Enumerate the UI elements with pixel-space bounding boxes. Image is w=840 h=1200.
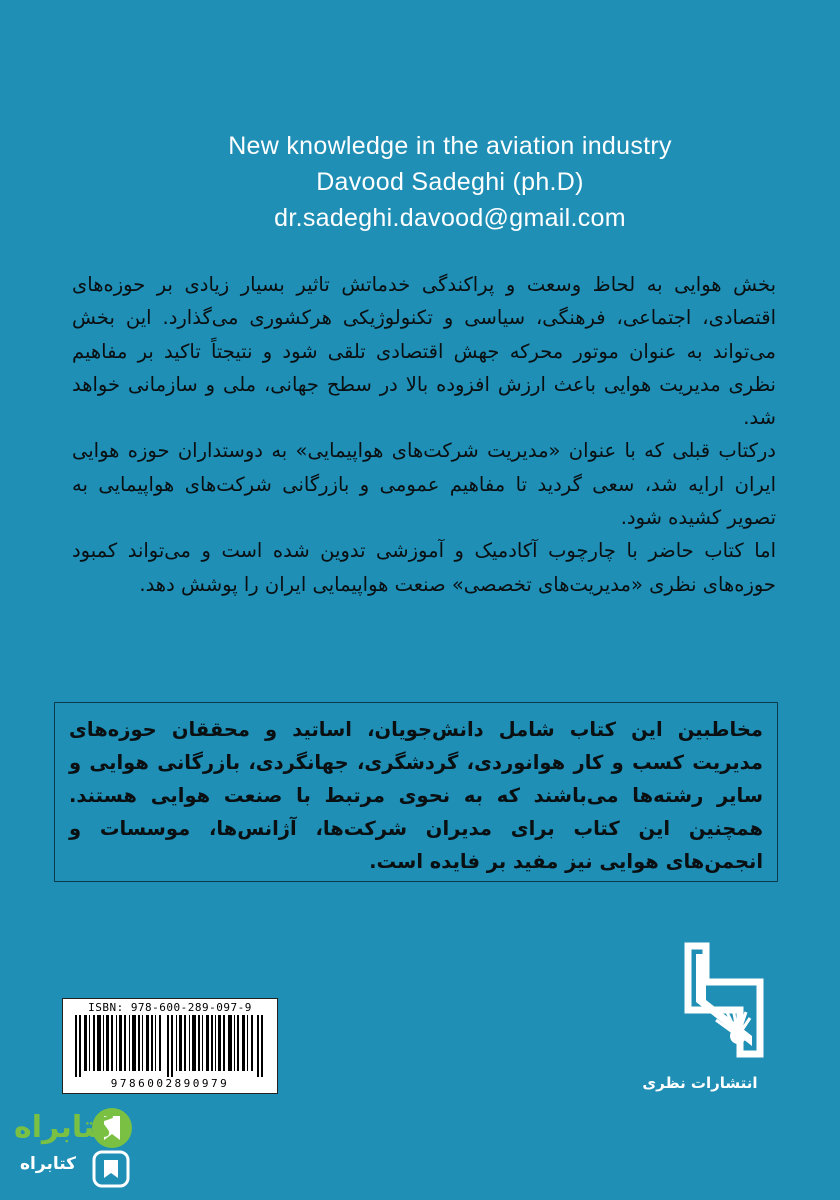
publisher-logo-icon (656, 940, 766, 1060)
english-header (150, 128, 750, 236)
isbn-label: ISBN: 978-600-289-097-9 (88, 1001, 252, 1014)
description-paragraph-2: درکتاب قبلی که با عنوان «مدیریت شرکت‌های هواپیمایی» به دوستداران حوزه هوایی ایران ارایه شد، سعی گردید تا مفاهیم عمومی و بازرگانی شرکت‌های هواپیمایی به تصویر کشیده شود. (72, 439, 776, 530)
author-email: dr.sadeghi.davood@gmail.com (274, 204, 626, 232)
watermark-text-large: کتابراه (14, 1110, 113, 1145)
english-author: Davood Sadeghi (ph.D) (316, 168, 584, 196)
barcode-digits: 9786002890979 (110, 1077, 230, 1090)
kitabrah-small-logo-icon (92, 1150, 130, 1188)
description-paragraph-1: بخش هوایی به لحاظ وسعت و پراکندگی خدماتش تاثیر بسیار زیادی بر حوزه‌های اقتصادی، اجتماعی، فرهنگی، سیاسی و تکنولوژیکی هرکشوری می‌گذارد. این بخش می‌تواند به عنوان موتور محرکه جهش اقتصادی تلقی شود و نتیجتاً تاکید بر مفاهیم نظری مدیریت هوایی باعث ارزش افزوده بالا در سطح جهانی، ملی و سازمانی خواهد شد. (72, 273, 776, 430)
description-paragraph-3: اما کتاب حاضر با چارچوب آکادمیک و آموزشی تدوین شده است و می‌تواند کمبود حوزه‌های نظری «مدیریت‌های تخصصی» صنعت هواپیمایی ایران را پوشش دهد. (72, 539, 776, 596)
publisher-name: انتشارات نظری (642, 1074, 758, 1092)
audience-text: مخاطبین این کتاب شامل دانش‌جویان، اساتید و محققان حوزه‌های مدیریت کسب و کار هوانوردی، گردشگری، جهانگردی، بازرگانی هوایی و سایر رشته‌ها می‌باشند که به نحوی مرتبط با صنعت هوایی هستند. همچنین این کتاب برای مدیران شرکت‌ها، آژانس‌ها، موسسات و انجمن‌های هوایی نیز مفید بر فایده است. (69, 718, 763, 873)
description-body (72, 268, 776, 601)
english-title: New knowledge in the aviation industry (228, 132, 672, 160)
barcode-icon (75, 1015, 265, 1077)
audience-box (54, 702, 778, 882)
isbn-barcode (62, 998, 278, 1094)
kitabrah-watermark (6, 1100, 136, 1190)
watermark-text-small: کتابراه (20, 1154, 77, 1174)
